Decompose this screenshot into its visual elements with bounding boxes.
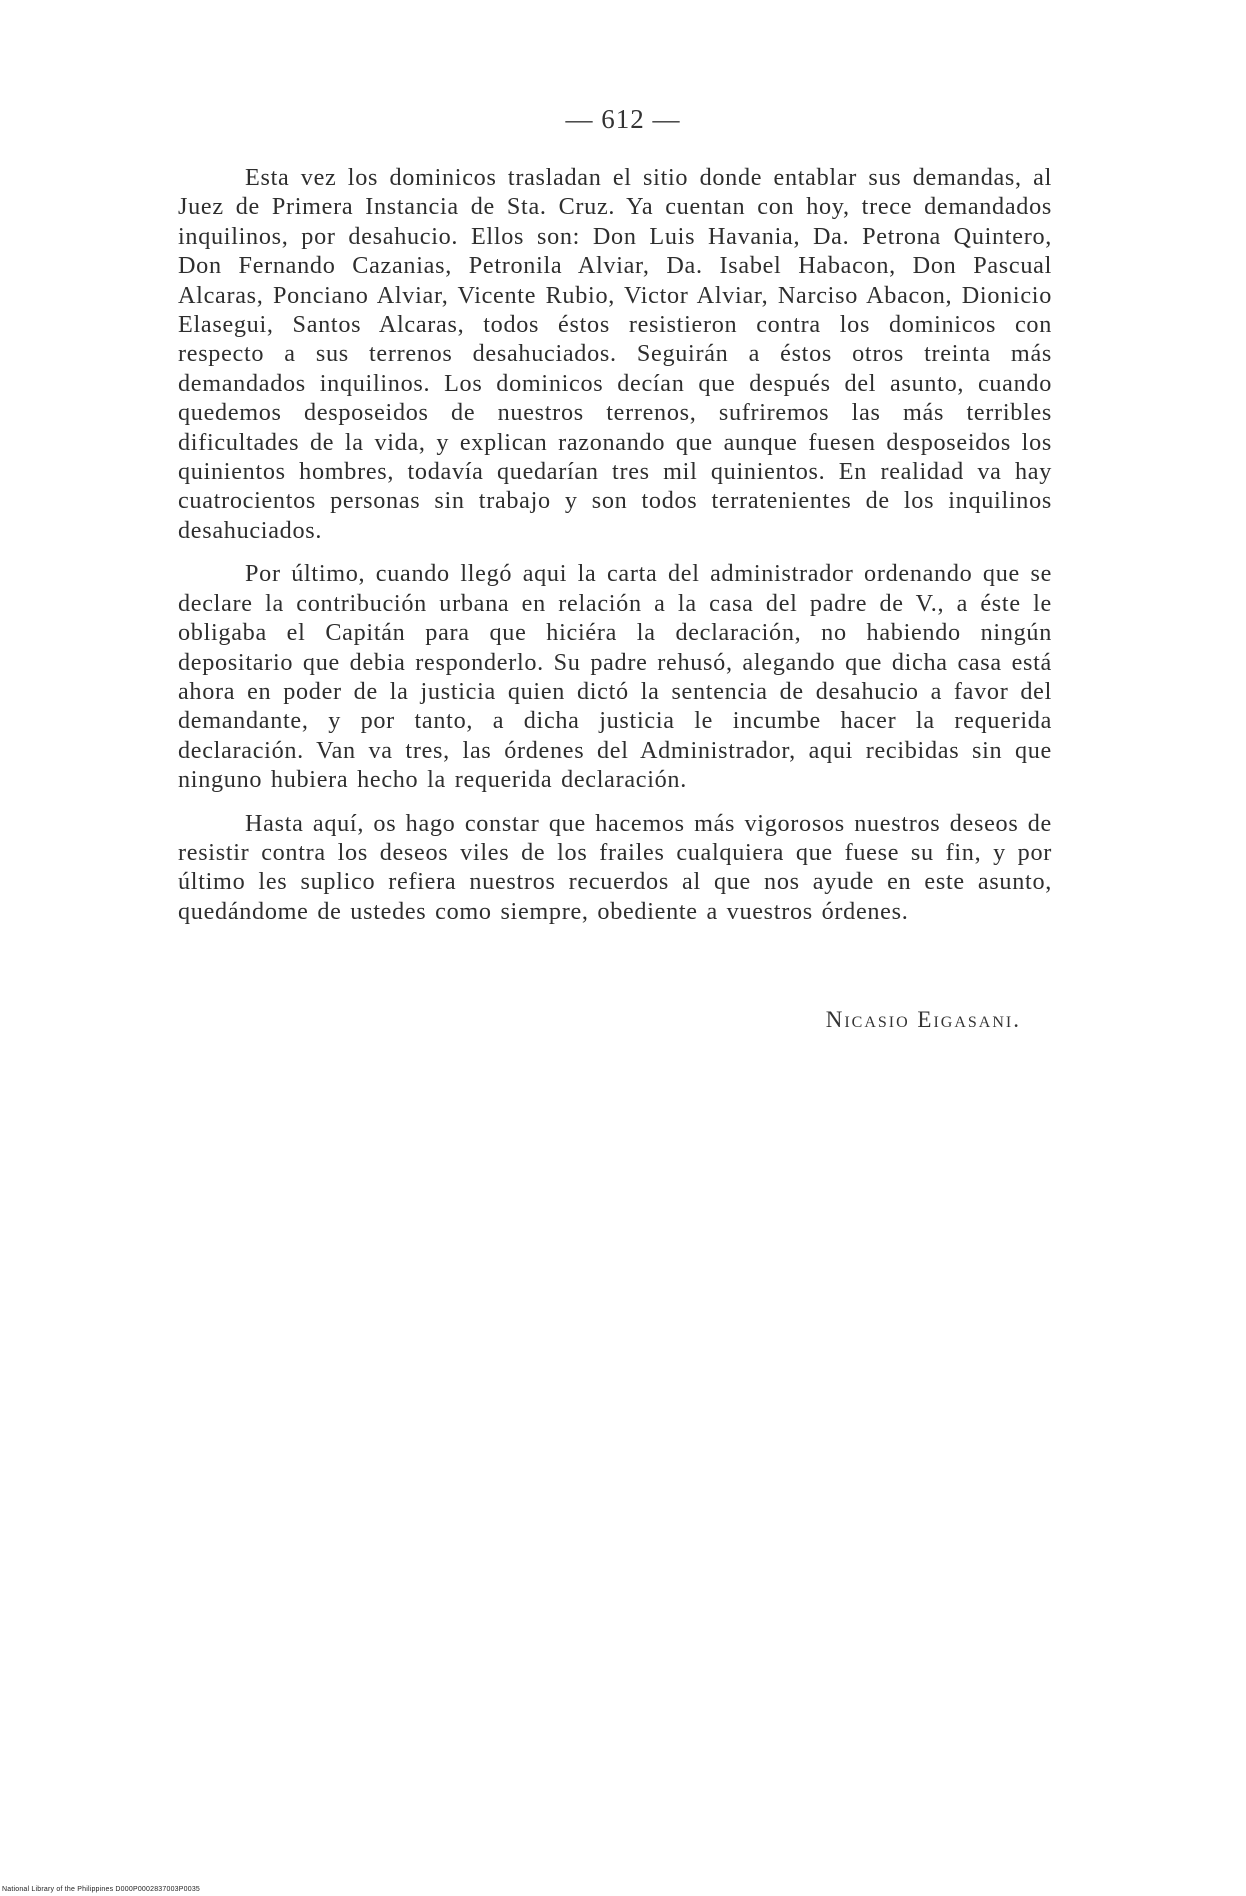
paragraph-1: Esta vez los dominicos trasladan el sitio donde entablar sus demandas, al Juez de Primera Instancia de Sta. Cruz. Ya cuentan con hoy, trece demandados inquilinos, por desahucio. Ellos son: Don Luis Havania, Da. Petrona Quintero, Don Fernando Cazanias, Petronila Alviar, Da. Isabel Habacon, Don Pascual Alcaras, Ponciano Alviar, Vicente Rubio, Victor Alviar, Narciso Abacon, Dionicio Elasegui, Santos Alcaras, todos éstos resistieron contra los dominicos con respecto a sus terrenos desahuciados. Seguirán a éstos otros treinta más demandados inquilinos. Los dominicos decían que después del asunto, cuando quedemos desposeidos de nuestros terrenos, sufriremos las más terribles dificultades de la vida, y explican razonando que aunque fuesen desposeidos los quinientos hombres, todavía quedarían tres mil quinientos. En realidad va hay cuatrocientos personas sin trabajo y son todos terratenientes de los inquilinos desahuciados. [178, 164, 1052, 544]
body-text [178, 163, 1052, 926]
paragraph-3: Hasta aquí, os hago constar que hacemos más vigorosos nuestros deseos de resistir contra los deseos viles de los frailes cualquiera que fuese su fin, y por último les suplico refiera nuestros recuerdos al que nos ayude en este asunto, quedándome de ustedes como siempre, obediente a vuestros órdenes. [178, 809, 1052, 925]
footer-credit: National Library of the Philippines D000P0002837003P0035 [2, 1886, 201, 1893]
page-number: — 612 — [565, 104, 681, 134]
paragraph-2: Por último, cuando llegó aqui la carta del administrador ordenando que se declare la contribución urbana en relación a la casa del padre de V., a éste le obligaba el Capitán para que hiciéra la declaración, no habiendo ningún depositario que debia responderlo. Su padre rehusó, alegando que dicha casa está ahora en poder de la justicia quien dictó la sentencia de desahucio a favor del demandante, y por tanto, a dicha justicia le incumbe hacer la requerida declaración. Van va tres, las órdenes del Administrador, aqui recibidas sin que ninguno hubiera hecho la requerida declaración. [178, 560, 1052, 794]
signature: Nicasio Eigasani. [825, 1007, 1021, 1032]
